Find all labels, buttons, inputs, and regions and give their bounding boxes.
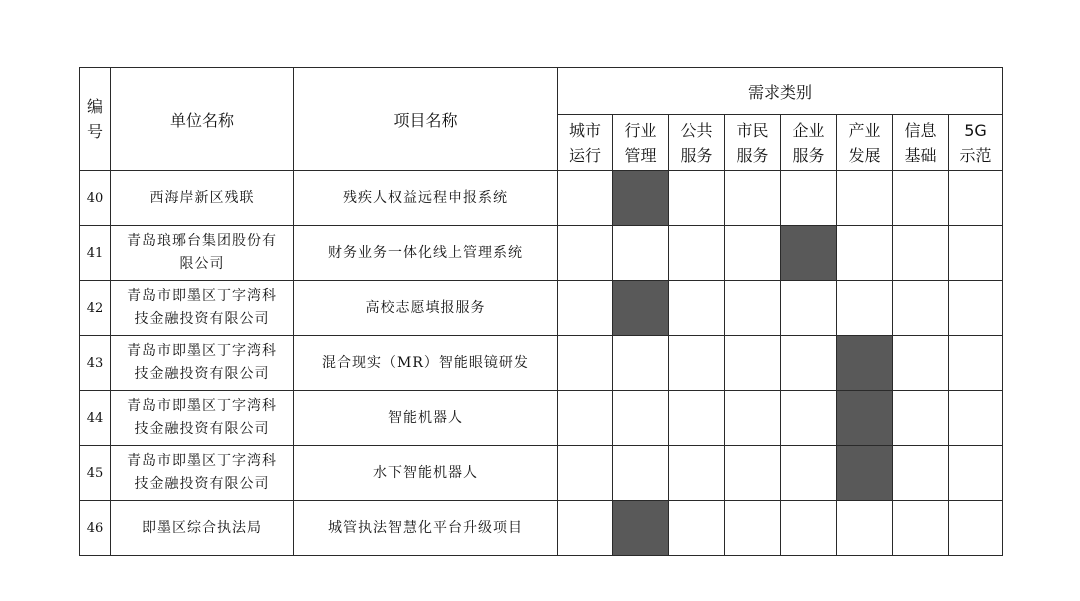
row-project-name: 残疾人权益远程申报系统 — [294, 171, 558, 226]
header-category-word: 示范 — [959, 145, 992, 165]
category-cell — [949, 391, 1003, 446]
row-project-name: 水下智能机器人 — [294, 446, 558, 501]
header-category-word: 服务 — [792, 145, 825, 165]
row-unit-name — [111, 336, 294, 391]
header-category-1 — [613, 115, 669, 171]
category-cell — [893, 446, 949, 501]
header-category-5 — [837, 115, 893, 171]
header-category-word: 基础 — [904, 145, 937, 165]
table-row — [80, 226, 1003, 281]
category-cell — [781, 446, 837, 501]
unit-name-line: 技金融投资有限公司 — [134, 311, 270, 327]
header-category-word: 运行 — [568, 145, 601, 165]
category-cell — [613, 226, 669, 281]
category-cell — [725, 336, 781, 391]
category-cell — [558, 226, 613, 281]
header-project-name — [294, 68, 558, 171]
header-category-4 — [781, 115, 837, 171]
header-category-2 — [669, 115, 725, 171]
category-cell — [669, 281, 725, 336]
category-cell — [558, 501, 613, 556]
header-category-word: 行业 — [624, 120, 657, 140]
header-unit-name-label: 单位名称 — [169, 110, 234, 130]
category-cell — [669, 171, 725, 226]
category-cell — [837, 391, 893, 446]
header-category-word: 管理 — [624, 145, 657, 165]
row-unit-name — [111, 171, 294, 226]
category-cell — [725, 391, 781, 446]
category-cell — [837, 501, 893, 556]
row-number: 46 — [80, 501, 111, 556]
category-cell — [781, 281, 837, 336]
category-cell — [613, 336, 669, 391]
category-cell — [669, 336, 725, 391]
category-cell — [837, 171, 893, 226]
header-category-word: 发展 — [848, 145, 881, 165]
row-project-name: 城管执法智慧化平台升级项目 — [294, 501, 558, 556]
category-cell — [558, 391, 613, 446]
category-cell — [837, 281, 893, 336]
demand-category-table — [79, 67, 1003, 556]
row-number: 42 — [80, 281, 111, 336]
header-category-word: 城市 — [568, 120, 601, 140]
category-cell — [725, 446, 781, 501]
category-cell — [781, 171, 837, 226]
table-row — [80, 336, 1003, 391]
category-cell — [837, 336, 893, 391]
category-cell — [781, 391, 837, 446]
category-cell — [893, 281, 949, 336]
category-cell — [613, 446, 669, 501]
unit-name-line: 青岛市即墨区丁字湾科 — [127, 453, 277, 469]
unit-name-line: 青岛市即墨区丁字湾科 — [127, 398, 277, 414]
category-cell — [725, 226, 781, 281]
category-cell — [558, 281, 613, 336]
header-number-label: 编号 — [86, 97, 103, 141]
category-cell — [725, 171, 781, 226]
row-number: 43 — [80, 336, 111, 391]
table-row — [80, 501, 1003, 556]
category-cell — [781, 226, 837, 281]
row-project-name: 智能机器人 — [294, 391, 558, 446]
header-category-0 — [558, 115, 613, 171]
table-row — [80, 446, 1003, 501]
category-cell — [558, 171, 613, 226]
category-cell — [949, 501, 1003, 556]
header-number — [80, 68, 111, 171]
unit-name-line: 青岛市即墨区丁字湾科 — [127, 343, 277, 359]
category-cell — [613, 281, 669, 336]
unit-name-line: 即墨区综合执法局 — [142, 519, 262, 536]
category-cell — [669, 226, 725, 281]
category-cell — [669, 391, 725, 446]
category-cell — [725, 281, 781, 336]
header-category-word: 企业 — [792, 120, 825, 140]
category-cell — [837, 446, 893, 501]
header-category-6 — [893, 115, 949, 171]
category-cell — [949, 226, 1003, 281]
table-row — [80, 281, 1003, 336]
unit-name-line: 限公司 — [179, 256, 225, 272]
category-cell — [669, 501, 725, 556]
row-number: 44 — [80, 391, 111, 446]
row-number: 41 — [80, 226, 111, 281]
row-number: 40 — [80, 171, 111, 226]
header-category-group-label: 需求类别 — [748, 82, 813, 102]
unit-name-line: 技金融投资有限公司 — [134, 421, 270, 437]
row-number: 45 — [80, 446, 111, 501]
header-category-word: 服务 — [680, 145, 713, 165]
row-unit-name — [111, 391, 294, 446]
category-cell — [893, 171, 949, 226]
category-cell — [893, 336, 949, 391]
category-cell — [725, 501, 781, 556]
header-category-word: 信息 — [904, 120, 937, 140]
unit-name-line: 技金融投资有限公司 — [134, 476, 270, 492]
table-row — [80, 391, 1003, 446]
category-cell — [558, 446, 613, 501]
category-cell — [781, 336, 837, 391]
header-category-word: 市民 — [736, 120, 769, 140]
category-cell — [837, 226, 893, 281]
unit-name-line: 技金融投资有限公司 — [134, 366, 270, 382]
category-cell — [613, 391, 669, 446]
table-row — [80, 171, 1003, 226]
header-category-7 — [949, 115, 1003, 171]
header-category-word: 服务 — [736, 145, 769, 165]
header-category-word: 公共 — [680, 120, 713, 140]
category-cell — [613, 501, 669, 556]
row-unit-name — [111, 281, 294, 336]
category-cell — [893, 501, 949, 556]
unit-name-line: 青岛市即墨区丁字湾科 — [127, 288, 277, 304]
unit-name-line: 西海岸新区残联 — [149, 189, 255, 206]
category-cell — [949, 171, 1003, 226]
row-unit-name — [111, 226, 294, 281]
unit-name-line: 青岛琅琊台集团股份有 — [127, 233, 277, 249]
row-project-name: 混合现实（MR）智能眼镜研发 — [294, 336, 558, 391]
category-cell — [558, 336, 613, 391]
category-cell — [613, 171, 669, 226]
header-project-name-label: 项目名称 — [393, 110, 458, 130]
header-category-word: 产业 — [848, 120, 881, 140]
category-cell — [893, 226, 949, 281]
header-category-3 — [725, 115, 781, 171]
header-category-word: 5G — [964, 120, 987, 140]
category-cell — [949, 446, 1003, 501]
row-unit-name — [111, 446, 294, 501]
row-project-name: 财务业务一体化线上管理系统 — [294, 226, 558, 281]
header-category-group — [558, 68, 1003, 115]
category-cell — [669, 446, 725, 501]
category-cell — [781, 501, 837, 556]
header-unit-name — [111, 68, 294, 171]
row-unit-name — [111, 501, 294, 556]
category-cell — [949, 281, 1003, 336]
category-cell — [949, 336, 1003, 391]
category-cell — [893, 391, 949, 446]
row-project-name: 高校志愿填报服务 — [294, 281, 558, 336]
